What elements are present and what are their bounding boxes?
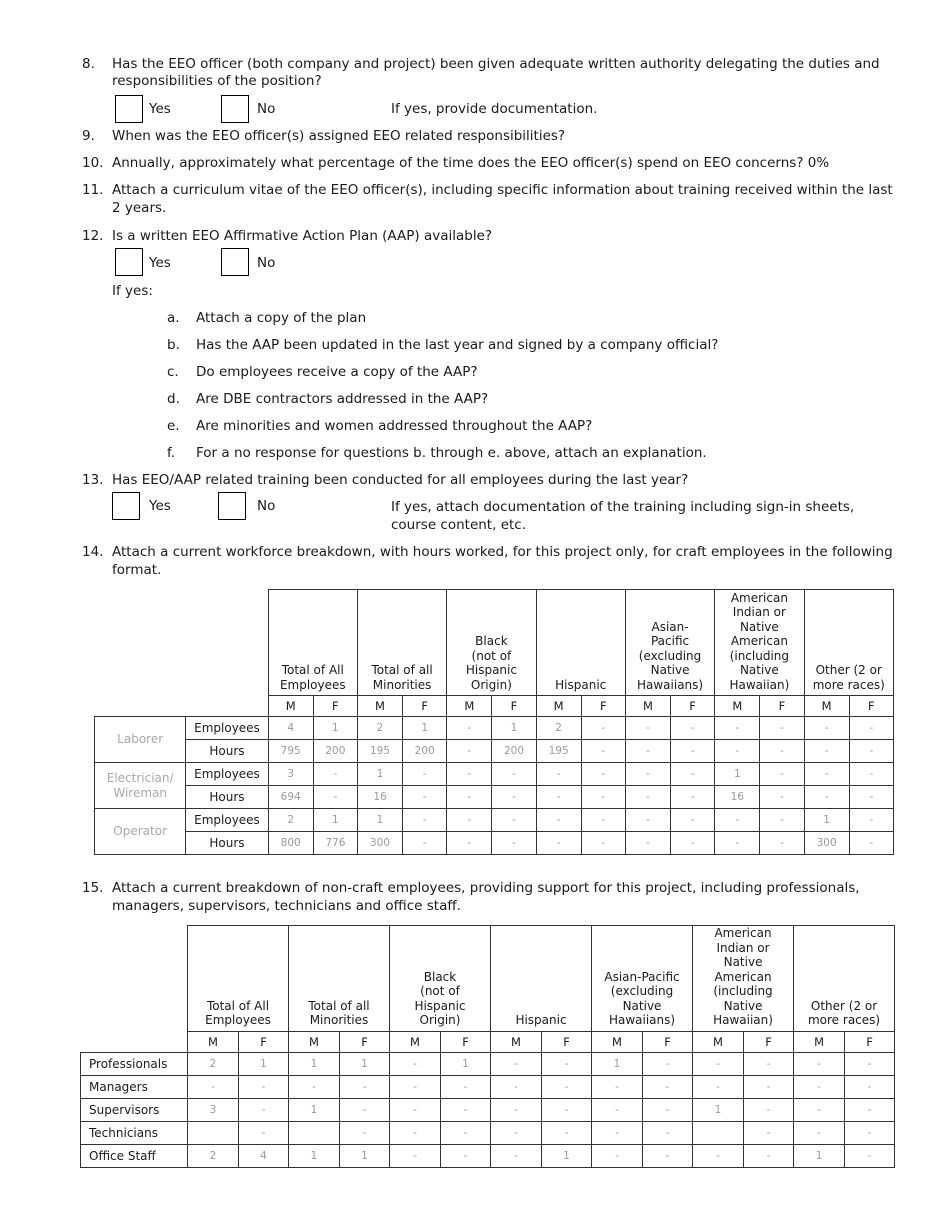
value-cell: - [744,1144,794,1167]
craft-name-cell: Laborer [95,717,186,763]
value-cell: 2 [357,717,402,740]
q14-number: 14. [82,544,104,560]
column-group-header: Hispanic [491,926,592,1032]
q12-subitem-letter: c. [167,364,179,380]
value-cell: 1 [340,1144,390,1167]
value-cell: - [794,1098,845,1121]
female-column-header: F [643,1031,693,1052]
sex-header-row [81,1031,895,1052]
value-cell [289,1121,340,1144]
value-cell: - [536,832,581,855]
value-cell: - [581,832,625,855]
column-group-header: Hispanic [536,590,625,696]
q13-note-line2: course content, etc. [391,517,526,533]
value-cell: 2 [188,1144,239,1167]
male-column-header: M [794,1031,845,1052]
q10-number: 10. [82,155,104,171]
value-cell: 1 [289,1098,340,1121]
male-column-header: M [188,1031,239,1052]
value-cell: - [760,832,804,855]
value-cell: 1 [592,1052,643,1075]
q8-number: 8. [82,56,95,72]
value-cell: - [760,763,804,786]
female-column-header: F [441,1031,491,1052]
row-label-cell: Hours [186,832,268,855]
value-cell: - [239,1121,289,1144]
table-row [81,1098,895,1121]
value-cell: - [625,717,670,740]
q12-subitem-text: Do employees receive a copy of the AAP? [196,364,478,380]
q8-text-line1: Has the EEO officer (both company and project) been given adequate written authority delegating the duties and [112,56,880,72]
value-cell: - [760,740,804,763]
q8-text-line2: responsibilities of the position? [112,73,322,89]
value-cell: 1 [492,717,536,740]
value-cell: - [804,786,849,809]
value-cell: - [849,717,893,740]
column-group-header: Total of all Minorities [357,590,446,696]
value-cell: - [536,786,581,809]
value-cell: 1 [289,1052,340,1075]
value-cell: - [313,786,357,809]
value-cell: - [581,786,625,809]
value-cell: - [390,1121,441,1144]
value-cell: 300 [357,832,402,855]
value-cell: 4 [239,1144,289,1167]
value-cell: - [447,809,492,832]
value-cell: 1 [289,1144,340,1167]
column-group-header: Total of All Employees [188,926,289,1032]
value-cell: - [744,1098,794,1121]
value-cell: 16 [715,786,760,809]
craft-name-cell: Electrician/ Wireman [95,763,186,809]
value-cell: - [441,1144,491,1167]
row-label-cell: Managers [81,1075,188,1098]
value-cell: - [536,809,581,832]
value-cell: - [643,1144,693,1167]
value-cell [188,1121,239,1144]
q8-yes-label: Yes [149,101,171,117]
value-cell: - [760,717,804,740]
value-cell: 1 [239,1052,289,1075]
value-cell: - [491,1121,542,1144]
column-group-header: American Indian or Native American (including Native Hawaiian) [693,926,794,1032]
q12-text: Is a written EEO Affirmative Action Plan (AAP) available? [112,228,493,244]
value-cell: - [845,1052,895,1075]
value-cell: - [643,1098,693,1121]
value-cell: - [849,832,893,855]
value-cell: 2 [268,809,313,832]
q12-subitem-letter: e. [167,418,180,434]
value-cell: 1 [542,1144,592,1167]
value-cell: 2 [188,1052,239,1075]
row-label-cell: Supervisors [81,1098,188,1121]
value-cell: - [492,786,536,809]
value-cell: - [447,786,492,809]
value-cell: 4 [268,717,313,740]
table-row [81,1144,895,1167]
value-cell: - [581,717,625,740]
value-cell: 776 [313,832,357,855]
q12-yes-checkbox[interactable] [115,248,143,276]
craft-name-cell: Operator [95,809,186,855]
value-cell: 3 [268,763,313,786]
male-column-header: M [592,1031,643,1052]
value-cell: - [542,1121,592,1144]
value-cell: 200 [492,740,536,763]
column-group-header: Total of All Employees [268,590,357,696]
q12-subitem-text: Are DBE contractors addressed in the AAP? [196,391,489,407]
value-cell: - [340,1121,390,1144]
value-cell: - [492,763,536,786]
female-column-header: F [313,696,357,717]
value-cell: 195 [536,740,581,763]
value-cell: - [845,1121,895,1144]
value-cell: - [693,1052,744,1075]
header-blank-cell [95,590,269,717]
value-cell: 200 [313,740,357,763]
q13-no-label: No [257,498,276,514]
value-cell: - [289,1075,340,1098]
male-column-header: M [447,696,492,717]
value-cell: 694 [268,786,313,809]
male-column-header: M [536,696,581,717]
female-column-header: F [340,1031,390,1052]
female-column-header: F [542,1031,592,1052]
value-cell: - [845,1075,895,1098]
q12-subitem-letter: a. [167,310,180,326]
row-label-cell: Employees [186,809,268,832]
q13-text: Has EEO/AAP related training been conducted for all employees during the last year? [112,472,689,488]
q12-subitem-text: Are minorities and women addressed throughout the AAP? [196,418,593,434]
value-cell: - [542,1075,592,1098]
value-cell: - [643,1075,693,1098]
value-cell: - [592,1075,643,1098]
value-cell: - [849,740,893,763]
q12-subitem-text: For a no response for questions b. through e. above, attach an explanation. [196,445,707,461]
value-cell: - [625,740,670,763]
value-cell: - [447,717,492,740]
noncraft-workforce-table [80,925,895,1168]
value-cell: 1 [403,717,447,740]
craft-workforce-table [94,589,894,855]
row-label-cell: Hours [186,740,268,763]
q13-yes-checkbox[interactable] [112,492,140,520]
male-column-header: M [357,696,402,717]
value-cell: 16 [357,786,402,809]
value-cell: - [849,763,893,786]
header-row [95,590,894,696]
value-cell: - [581,763,625,786]
value-cell: - [804,717,849,740]
q8-no-checkbox[interactable] [221,95,249,123]
q14-text-line2: format. [112,562,162,578]
q15-number: 15. [82,880,104,896]
male-column-header: M [693,1031,744,1052]
q12-yes-label: Yes [149,255,171,271]
value-cell: - [592,1144,643,1167]
value-cell: - [592,1098,643,1121]
value-cell: 1 [693,1098,744,1121]
q8-yes-checkbox[interactable] [115,95,143,123]
value-cell: 795 [268,740,313,763]
q13-number: 13. [82,472,104,488]
value-cell: - [340,1075,390,1098]
column-group-header: Total of all Minorities [289,926,390,1032]
q11-number: 11. [82,182,104,198]
value-cell: - [794,1121,845,1144]
female-column-header: F [849,696,893,717]
q12-if-yes: If yes: [112,283,153,299]
value-cell: - [715,717,760,740]
value-cell: - [849,809,893,832]
q11-text-line1: Attach a curriculum vitae of the EEO officer(s), including specific information about training received within the last [112,182,893,198]
value-cell: - [492,832,536,855]
value-cell: 2 [536,717,581,740]
value-cell: - [671,717,715,740]
q12-number: 12. [82,228,104,244]
q13-note-line1: If yes, attach documentation of the training including sign-in sheets, [391,499,855,515]
q12-no-checkbox[interactable] [221,248,249,276]
table-row [95,786,894,809]
value-cell: 1 [313,717,357,740]
value-cell: 1 [794,1144,845,1167]
q14-text-line1: Attach a current workforce breakdown, with hours worked, for this project only, for craft employees in the following [112,544,893,560]
value-cell: - [313,763,357,786]
value-cell: - [849,786,893,809]
value-cell: - [542,1052,592,1075]
female-column-header: F [671,696,715,717]
q12-no-label: No [257,255,276,271]
q9-number: 9. [82,128,95,144]
value-cell: - [671,809,715,832]
value-cell: - [581,740,625,763]
value-cell: - [403,809,447,832]
value-cell: - [403,832,447,855]
value-cell: - [188,1075,239,1098]
q12-subitem-text: Has the AAP been updated in the last year and signed by a company official? [196,337,719,353]
value-cell: - [671,832,715,855]
value-cell: - [239,1075,289,1098]
value-cell: 200 [403,740,447,763]
value-cell: - [390,1052,441,1075]
value-cell: - [794,1052,845,1075]
value-cell: - [403,763,447,786]
column-group-header: Other (2 or more races) [794,926,895,1032]
q12-subitem-letter: d. [167,391,180,407]
value-cell: - [491,1075,542,1098]
value-cell: - [744,1052,794,1075]
female-column-header: F [845,1031,895,1052]
q13-no-checkbox[interactable] [218,492,246,520]
value-cell: - [447,763,492,786]
value-cell: 800 [268,832,313,855]
row-label-cell: Professionals [81,1052,188,1075]
value-cell: - [804,763,849,786]
value-cell: - [441,1098,491,1121]
male-column-header: M [715,696,760,717]
value-cell [693,1121,744,1144]
male-column-header: M [625,696,670,717]
value-cell: 1 [357,809,402,832]
female-column-header: F [744,1031,794,1052]
value-cell: - [447,740,492,763]
value-cell: - [715,832,760,855]
table-row [95,763,894,786]
value-cell: - [693,1075,744,1098]
value-cell: - [625,763,670,786]
value-cell: - [625,809,670,832]
value-cell: 300 [804,832,849,855]
column-group-header: American Indian or Native American (including Native Hawaiian) [715,590,804,696]
q15-text-line2: managers, supervisors, technicians and office staff. [112,898,461,914]
value-cell: - [804,740,849,763]
female-column-header: F [403,696,447,717]
value-cell: - [715,809,760,832]
male-column-header: M [491,1031,542,1052]
value-cell: - [671,786,715,809]
header-blank-cell [81,926,188,1053]
column-group-header: Black (not of Hispanic Origin) [447,590,536,696]
q8-note: If yes, provide documentation. [391,101,598,117]
q11-text-line2: 2 years. [112,200,167,216]
value-cell: - [536,763,581,786]
value-cell: - [491,1098,542,1121]
value-cell: - [390,1144,441,1167]
value-cell: - [542,1098,592,1121]
value-cell: - [447,832,492,855]
row-label-cell: Employees [186,717,268,740]
value-cell: - [760,786,804,809]
value-cell: - [643,1052,693,1075]
value-cell: 3 [188,1098,239,1121]
value-cell: - [760,809,804,832]
value-cell: 1 [441,1052,491,1075]
table-row [95,832,894,855]
value-cell: 1 [357,763,402,786]
value-cell: - [744,1121,794,1144]
value-cell: 195 [357,740,402,763]
male-column-header: M [289,1031,340,1052]
female-column-header: F [239,1031,289,1052]
female-column-header: F [760,696,804,717]
value-cell: - [845,1144,895,1167]
q10-text: Annually, approximately what percentage of the time does the EEO officer(s) spend on EEO concerns? 0% [112,155,830,171]
q12-subitem-letter: b. [167,337,180,353]
value-cell: - [715,740,760,763]
value-cell: - [625,832,670,855]
value-cell: - [845,1098,895,1121]
value-cell: 1 [715,763,760,786]
table-row [95,717,894,740]
q12-subitem-text: Attach a copy of the plan [196,310,367,326]
row-label-cell: Employees [186,763,268,786]
value-cell: - [492,809,536,832]
row-label-cell: Office Staff [81,1144,188,1167]
q9-text: When was the EEO officer(s) assigned EEO related responsibilities? [112,128,566,144]
table-row [81,1075,895,1098]
value-cell: - [693,1144,744,1167]
q12-subitem-letter: f. [167,445,176,461]
column-group-header: Asian-Pacific (excluding Native Hawaiians) [592,926,693,1032]
value-cell: - [491,1144,542,1167]
row-label-cell: Hours [186,786,268,809]
value-cell: - [671,763,715,786]
q15-text-line1: Attach a current breakdown of non-craft employees, providing support for this project, including professionals, [112,880,860,896]
value-cell: - [671,740,715,763]
q13-yes-label: Yes [149,498,171,514]
column-group-header: Other (2 or more races) [804,590,893,696]
value-cell: 1 [340,1052,390,1075]
header-row [81,926,895,1032]
value-cell: - [441,1121,491,1144]
value-cell: - [403,786,447,809]
table-row [95,809,894,832]
value-cell: - [390,1075,441,1098]
female-column-header: F [581,696,625,717]
value-cell: - [581,809,625,832]
value-cell: - [340,1098,390,1121]
value-cell: 1 [804,809,849,832]
value-cell: - [390,1098,441,1121]
value-cell: - [625,786,670,809]
column-group-header: Asian- Pacific (excluding Native Hawaiians) [625,590,714,696]
value-cell: - [491,1052,542,1075]
column-group-header: Black (not of Hispanic Origin) [390,926,491,1032]
value-cell: - [239,1098,289,1121]
table-row [81,1052,895,1075]
value-cell: - [643,1121,693,1144]
female-column-header: F [492,696,536,717]
table-row [95,740,894,763]
male-column-header: M [804,696,849,717]
q8-no-label: No [257,101,276,117]
table-row [81,1121,895,1144]
row-label-cell: Technicians [81,1121,188,1144]
value-cell: - [744,1075,794,1098]
value-cell: - [441,1075,491,1098]
male-column-header: M [390,1031,441,1052]
value-cell: 1 [313,809,357,832]
value-cell: - [794,1075,845,1098]
male-column-header: M [268,696,313,717]
value-cell: - [592,1121,643,1144]
